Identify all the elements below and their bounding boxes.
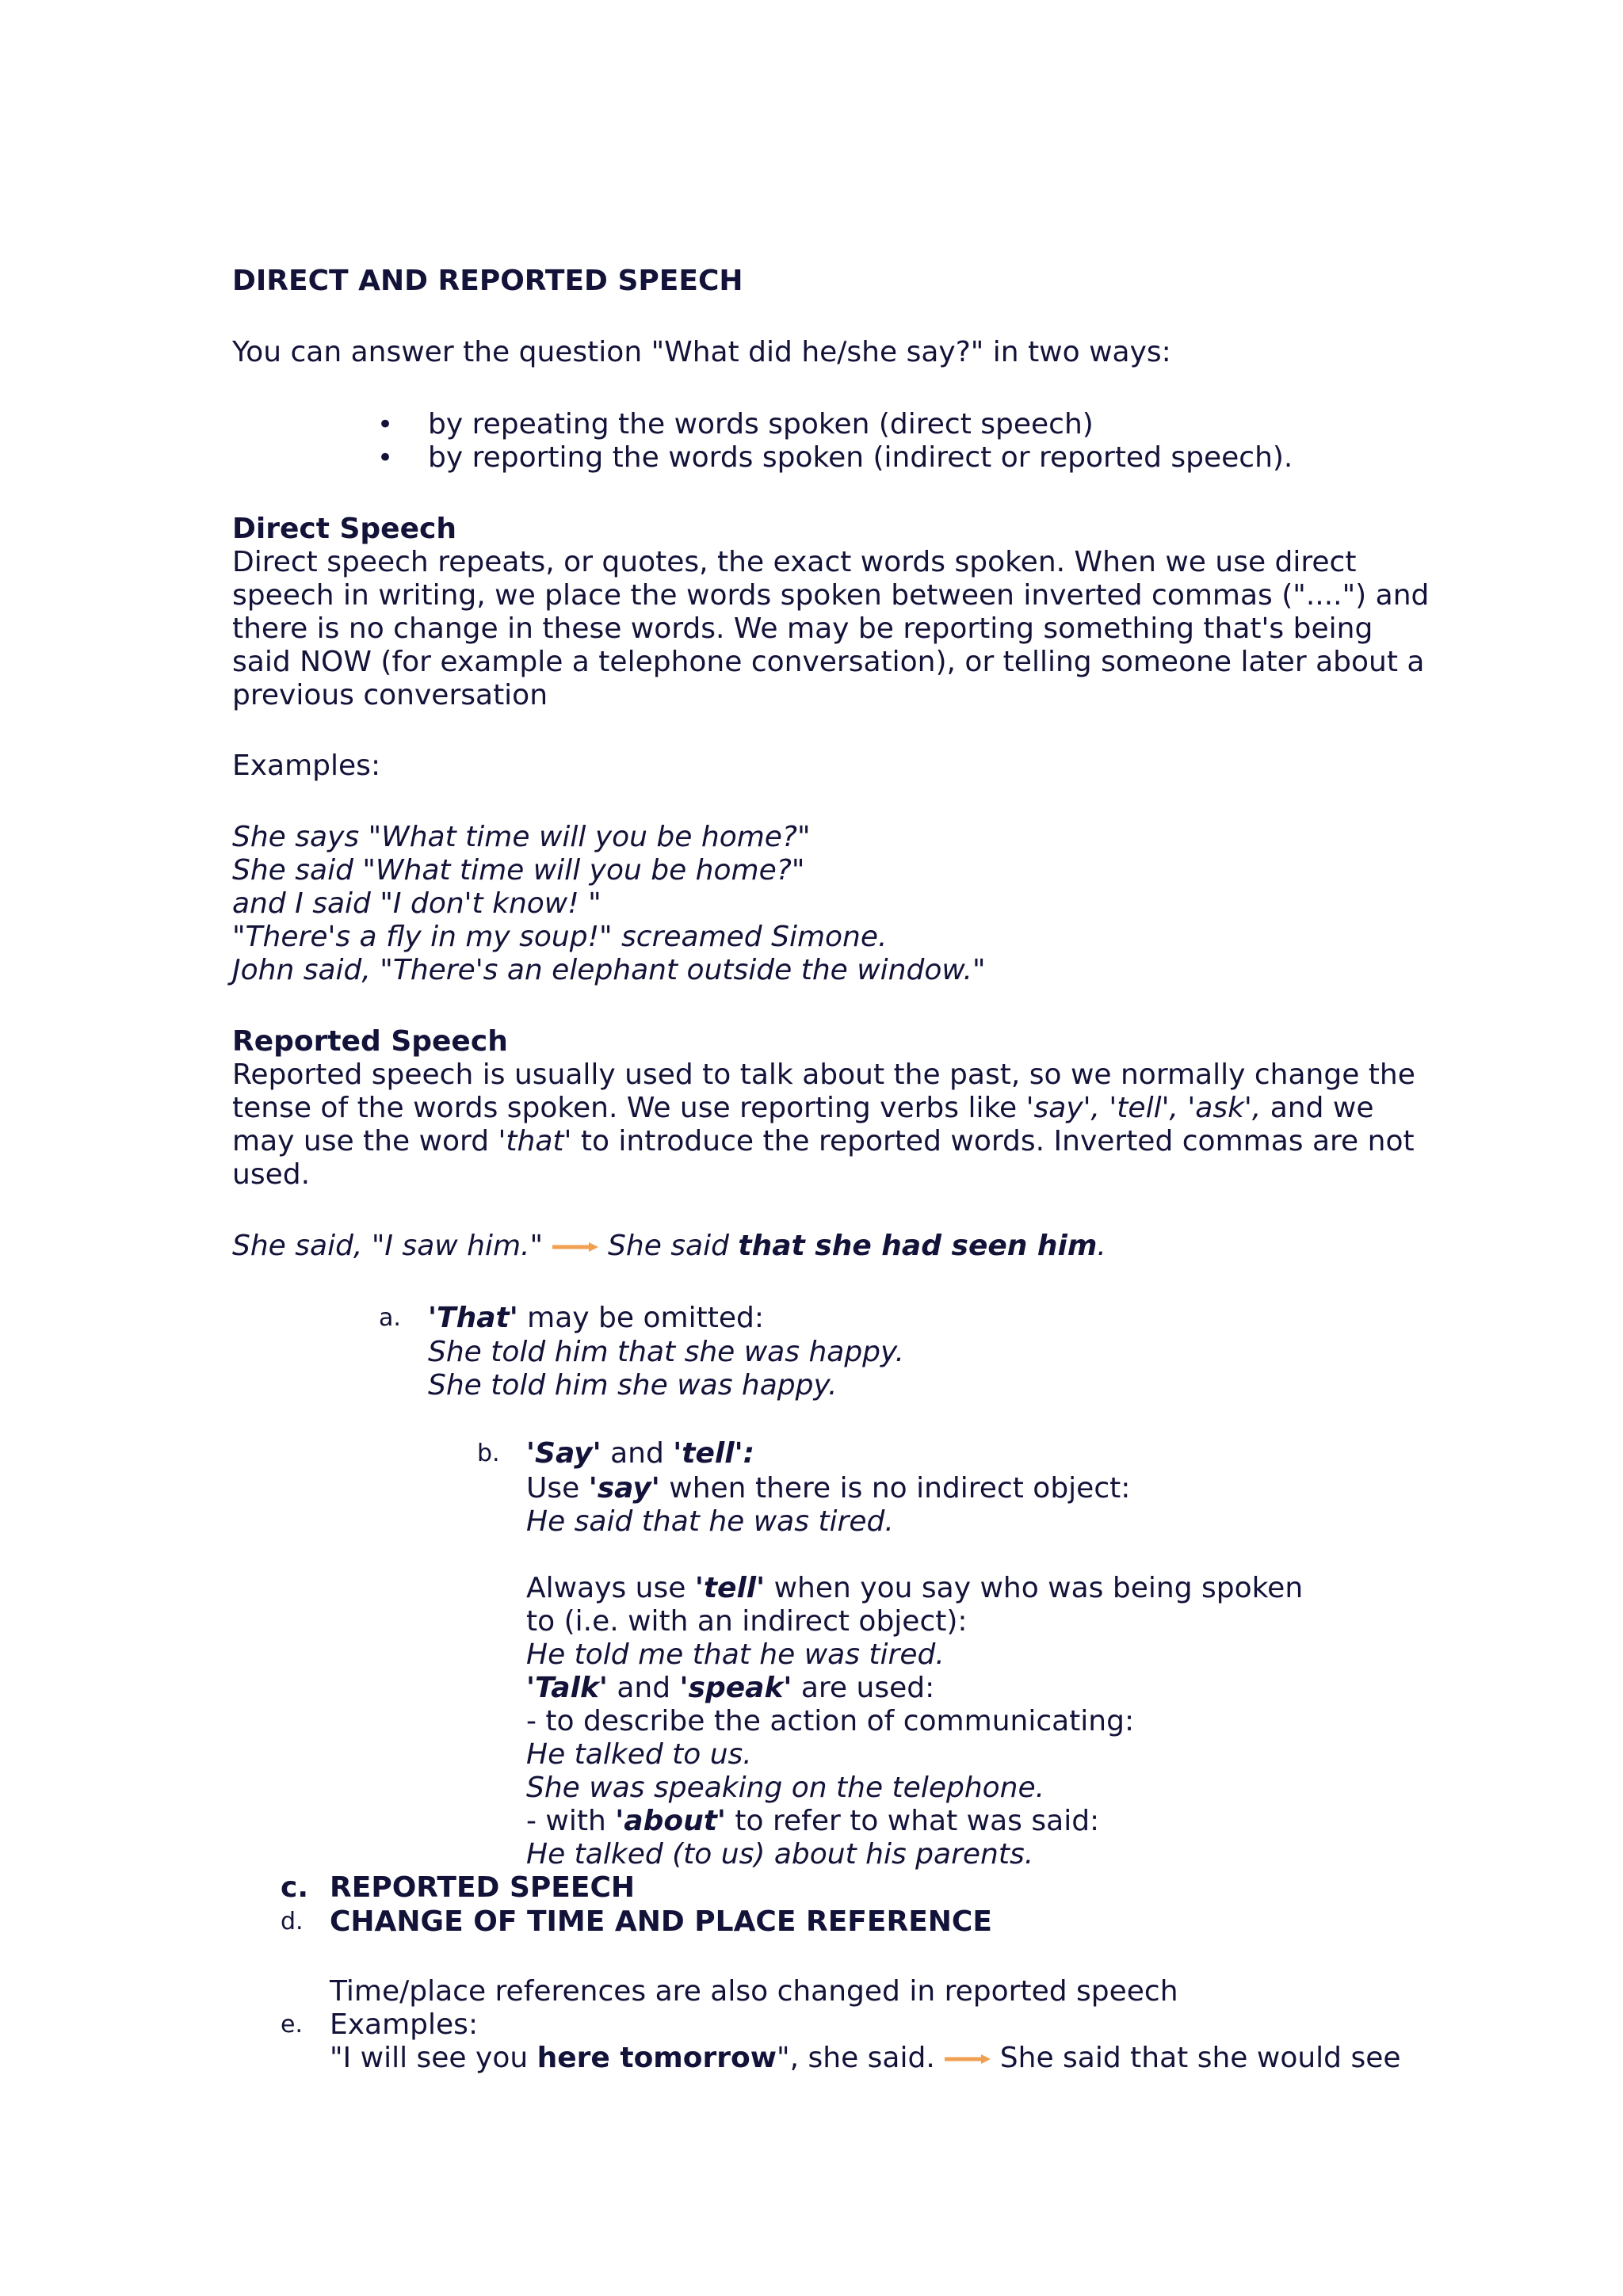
example-line: She told him that she was happy.: [428, 1336, 904, 1368]
list-marker: d.: [281, 1908, 304, 1936]
reported-speech-heading: Reported Speech: [232, 1025, 508, 1058]
paragraph-line: - to describe the action of communicating:: [526, 1705, 1135, 1737]
list-item-a: 'That' may be omitted:: [428, 1302, 764, 1334]
intro-text: You can answer the question "What did he/she say?" in two ways:: [232, 336, 1171, 368]
page-title: DIRECT AND REPORTED SPEECH: [232, 265, 743, 297]
paragraph-line: Direct speech repeats, or quotes, the exact words spoken. When we use direct: [232, 546, 1357, 578]
list-item-b: 'Say' and 'tell':: [526, 1437, 754, 1470]
example-line: He told me that he was tired.: [526, 1638, 945, 1671]
list-marker: b.: [477, 1440, 500, 1467]
example-line: He said that he was tired.: [526, 1505, 894, 1538]
list-marker: c.: [281, 1871, 309, 1904]
paragraph-line: said NOW (for example a telephone conversation), or telling someone later about a: [232, 646, 1425, 678]
example-line: John said, "There's an elephant outside the window.": [232, 954, 986, 986]
paragraph-line: Reported speech is usually used to talk about the past, so we normally change the: [232, 1058, 1415, 1091]
arrow-right-icon: [943, 2053, 992, 2065]
arrow-right-icon: [551, 1241, 600, 1253]
example-line: He talked (to us) about his parents.: [526, 1838, 1034, 1871]
paragraph-line: used.: [232, 1158, 311, 1191]
example-line: He talked to us.: [526, 1738, 752, 1771]
examples-label: Examples:: [232, 749, 381, 782]
bullet-dot: •: [377, 442, 394, 474]
paragraph-line: Use 'say' when there is no indirect object:: [526, 1472, 1131, 1505]
paragraph-line: previous conversation: [232, 679, 548, 711]
time-place-example: "I will see you here tomorrow", she said. She said that she would see: [330, 2042, 1401, 2074]
reported-example: She said, "I saw him." She said that she had seen him.: [232, 1230, 1106, 1262]
example-line: She said "What time will you be home?": [232, 854, 805, 887]
example-line: She was speaking on the telephone.: [526, 1772, 1045, 1804]
example-line: and I said "I don't know! ": [232, 887, 601, 920]
paragraph-line: 'Talk' and 'speak' are used:: [526, 1672, 935, 1704]
paragraph-line: - with 'about' to refer to what was said:: [526, 1805, 1100, 1837]
paragraph-line: Always use 'tell' when you say who was being spoken: [526, 1572, 1304, 1604]
paragraph-line: tense of the words spoken. We use reporting verbs like 'say', 'tell', 'ask', and we: [232, 1092, 1374, 1124]
example-line: "There's a fly in my soup!" screamed Simone.: [232, 921, 888, 953]
examples-label: Examples:: [330, 2008, 479, 2041]
paragraph-line: there is no change in these words. We may be reporting something that's being: [232, 612, 1373, 645]
bullet-item: by repeating the words spoken (direct speech): [428, 408, 1094, 441]
list-marker: a.: [379, 1304, 401, 1332]
example-line: She says "What time will you be home?": [232, 821, 811, 853]
bullet-dot: •: [377, 409, 394, 441]
list-marker: e.: [281, 2011, 303, 2039]
paragraph-line: may use the word 'that' to introduce the reported words. Inverted commas are not: [232, 1125, 1415, 1158]
paragraph-line: speech in writing, we place the words spoken between inverted commas ("....") and: [232, 579, 1430, 612]
paragraph-line: Time/place references are also changed in reported speech: [330, 1975, 1178, 2008]
direct-speech-heading: Direct Speech: [232, 513, 456, 545]
section-heading-time-place: CHANGE OF TIME AND PLACE REFERENCE: [330, 1905, 992, 1938]
example-line: She told him she was happy.: [428, 1369, 838, 1402]
bullet-item: by reporting the words spoken (indirect or reported speech).: [428, 441, 1293, 474]
paragraph-line: to (i.e. with an indirect object):: [526, 1605, 968, 1638]
section-heading-reported: REPORTED SPEECH: [330, 1871, 636, 1904]
